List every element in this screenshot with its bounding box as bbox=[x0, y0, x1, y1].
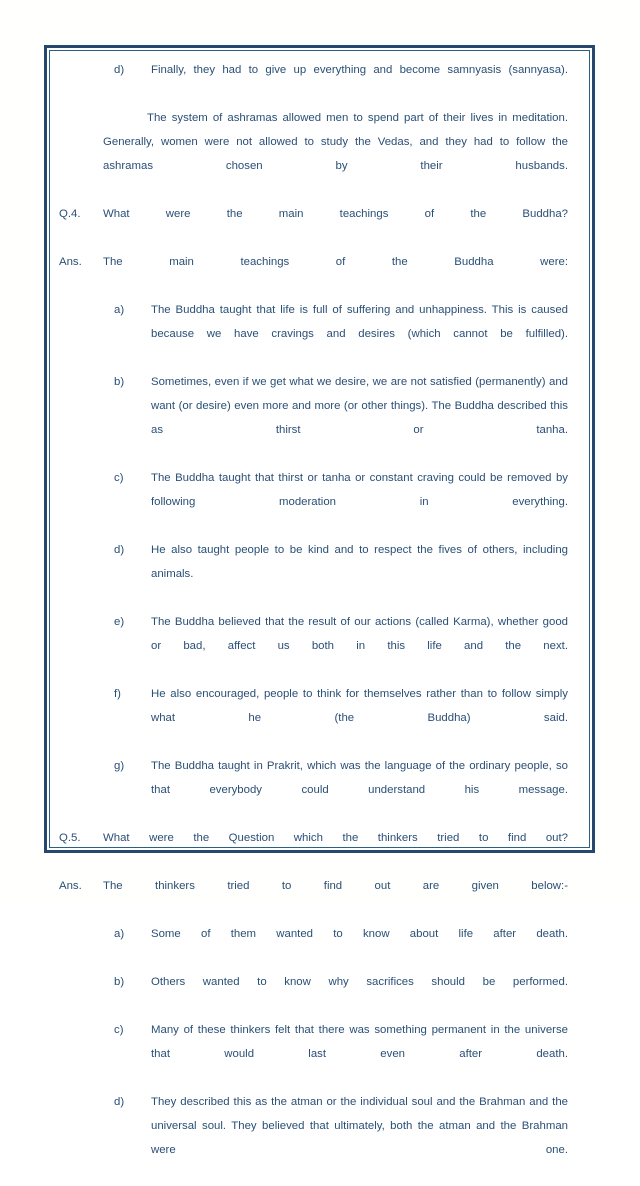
question-answer-row bbox=[59, 874, 580, 922]
row-text: The Buddha taught in Prakrit, which was the language of the ordinary people, so that everybody could understand his message. bbox=[151, 760, 568, 796]
row-text: The Buddha taught that life is full of suffering and unhappiness. This is caused because we have cravings and desires (which cannot be fulfilled). bbox=[151, 304, 568, 340]
row-label: Ans. bbox=[59, 256, 82, 268]
paragraph bbox=[59, 106, 580, 202]
document-border-outer bbox=[44, 45, 595, 1156]
list-item bbox=[59, 682, 580, 754]
row-text: Finally, they had to give up everything and become samnyasis (sannyasa). bbox=[151, 64, 568, 76]
row-text: Others wanted to know why sacrifices should be performed. bbox=[151, 976, 568, 988]
question-answer-row bbox=[59, 826, 580, 874]
list-item bbox=[59, 298, 580, 370]
list-item-marker: d) bbox=[114, 544, 125, 556]
row-text: They described this as the atman or the individual soul and the Brahman and the universal soul. They believed that ultimately, both the atman and the Brahman were one. bbox=[151, 1096, 568, 1156]
list-item bbox=[59, 538, 580, 610]
list-item bbox=[59, 1018, 580, 1090]
list-item-marker: a) bbox=[114, 928, 125, 940]
row-text: Some of them wanted to know about life after death. bbox=[151, 928, 568, 940]
row-label: Q.5. bbox=[59, 832, 81, 844]
row-text: Sometimes, even if we get what we desire, we are not satisfied (permanently) and want (or desire) even more and more (or other things). The Buddha described this as thirst or tanha. bbox=[151, 376, 568, 436]
row-text: He also taught people to be kind and to respect the fives of others, including animals. bbox=[151, 544, 568, 580]
list-item-marker: b) bbox=[114, 376, 125, 388]
list-item-marker: e) bbox=[114, 616, 125, 628]
row-text: What were the Question which the thinkers tried to find out? bbox=[103, 832, 568, 844]
question-answer-row bbox=[59, 250, 580, 298]
list-item bbox=[59, 922, 580, 970]
list-item-marker: g) bbox=[114, 760, 125, 772]
row-text: The thinkers tried to find out are given below:- bbox=[103, 880, 568, 892]
list-item bbox=[59, 1090, 580, 1186]
list-item-marker: f) bbox=[114, 688, 121, 700]
list-item bbox=[59, 370, 580, 466]
list-item bbox=[59, 466, 580, 538]
list-item bbox=[59, 970, 580, 1018]
row-text: The Buddha taught that thirst or tanha or constant craving could be removed by following moderation in everything. bbox=[151, 472, 568, 508]
question-answer-row bbox=[59, 202, 580, 250]
document-text-area bbox=[50, 51, 589, 1156]
row-text: The Buddha believed that the result of our actions (called Karma), whether good or bad, affect us both in this life and the next. bbox=[151, 616, 568, 652]
list-item-marker: c) bbox=[114, 472, 124, 484]
row-text: Many of these thinkers felt that there was something permanent in the universe that would last even after death. bbox=[151, 1024, 568, 1060]
list-item-marker: b) bbox=[114, 976, 125, 988]
row-text: He also encouraged, people to think for themselves rather than to follow simply what he (the Buddha) said. bbox=[151, 688, 568, 724]
list-item bbox=[59, 754, 580, 826]
list-item-marker: c) bbox=[114, 1024, 124, 1036]
list-item-marker: a) bbox=[114, 304, 125, 316]
list-item-marker: d) bbox=[114, 64, 125, 76]
row-label: Ans. bbox=[59, 880, 82, 892]
document-border-inner bbox=[49, 50, 590, 1156]
row-text: The system of ashramas allowed men to spend part of their lives in meditation. Generally, women were not allowed to study the Vedas, and they had to follow the ashramas chosen by their husbands. bbox=[103, 112, 568, 172]
row-text: What were the main teachings of the Buddha? bbox=[103, 208, 568, 220]
row-text: The main teachings of the Buddha were: bbox=[103, 256, 568, 268]
list-item bbox=[59, 610, 580, 682]
list-item-marker: d) bbox=[114, 1096, 125, 1108]
list-item bbox=[59, 58, 580, 106]
row-label: Q.4. bbox=[59, 208, 81, 220]
